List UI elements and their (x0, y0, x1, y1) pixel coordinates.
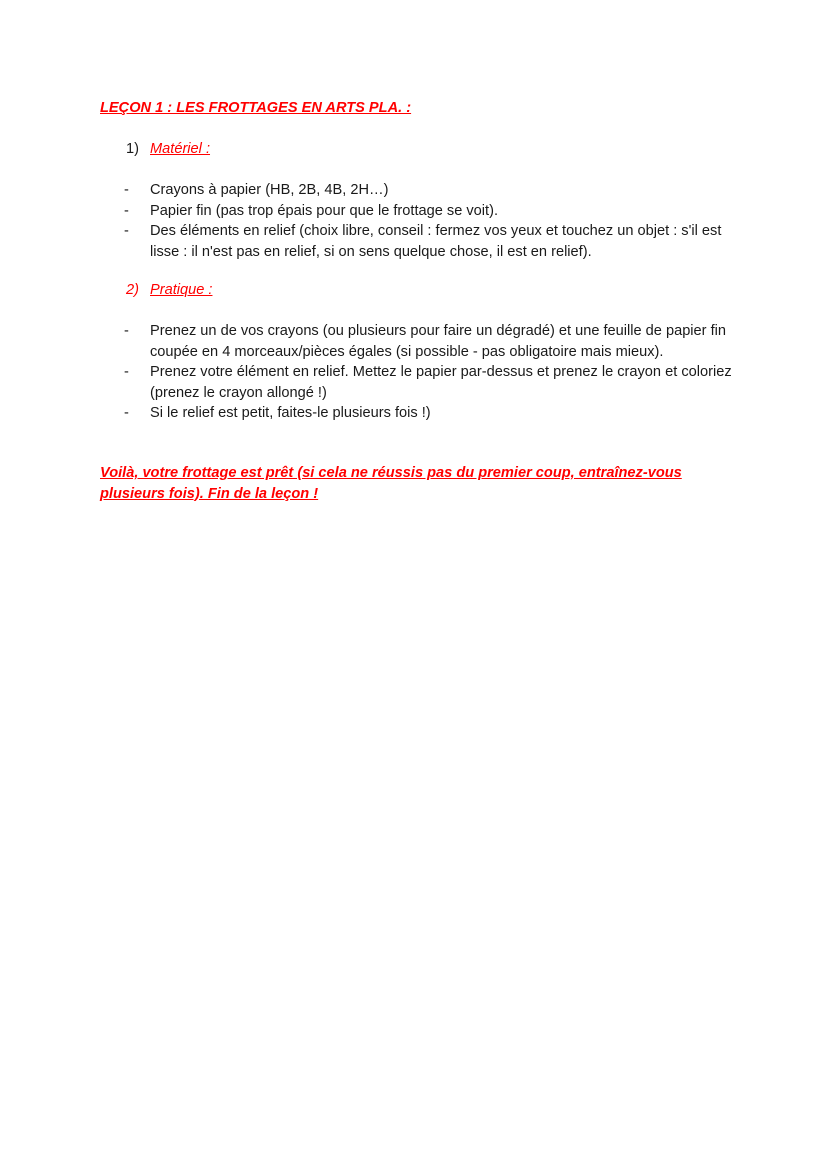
list-item (124, 221, 744, 262)
section-number: 1) (126, 141, 139, 157)
section-heading-label: Matériel : (150, 141, 211, 157)
bullet-dash: - (124, 223, 129, 239)
list-item-text: Crayons à papier (HB, 2B, 4B, 2H…) (150, 182, 389, 198)
bullet-dash: - (124, 182, 129, 198)
section-heading-materiel (126, 141, 210, 157)
bullet-dash: - (124, 405, 129, 421)
materiel-list (124, 180, 744, 262)
bullet-dash: - (124, 323, 129, 339)
list-item-text: Prenez votre élément en relief. Mettez le papier par-dessus et prenez le crayon et coloriez (prenez le crayon allongé !) (150, 364, 732, 401)
pratique-list (124, 321, 744, 424)
list-item (124, 321, 744, 362)
list-item-text: Papier fin (pas trop épais pour que le frottage se voit). (150, 202, 499, 219)
section-heading-label: Pratique : (150, 282, 213, 298)
list-item-text: Des éléments en relief (choix libre, conseil : fermez vos yeux et touchez un objet : s'il est lisse : il n'est pas en relief, si on sens quelque chose, il est en relief). (150, 223, 722, 260)
lesson-conclusion: Voilà, votre frottage est prêt (si cela ne réussis pas du premier coup, entraînez-vous plusieurs fois). Fin de la leçon ! (100, 465, 682, 502)
list-item-text: Si le relief est petit, faites-le plusieurs fois !) (150, 405, 431, 421)
bullet-dash: - (124, 202, 129, 219)
section-number: 2) (126, 282, 139, 298)
list-item (124, 201, 744, 222)
list-item (124, 362, 744, 403)
list-item (124, 180, 744, 201)
list-item (124, 403, 744, 424)
bullet-dash: - (124, 364, 129, 380)
section-heading-pratique (126, 282, 212, 298)
lesson-title: LEÇON 1 : LES FROTTAGES EN ARTS PLA. : (100, 100, 412, 116)
list-item-text: Prenez un de vos crayons (ou plusieurs pour faire un dégradé) et une feuille de papier fin coupée en 4 morceaux/pièces égales (si possible - pas obligatoire mais mieux). (150, 323, 726, 360)
